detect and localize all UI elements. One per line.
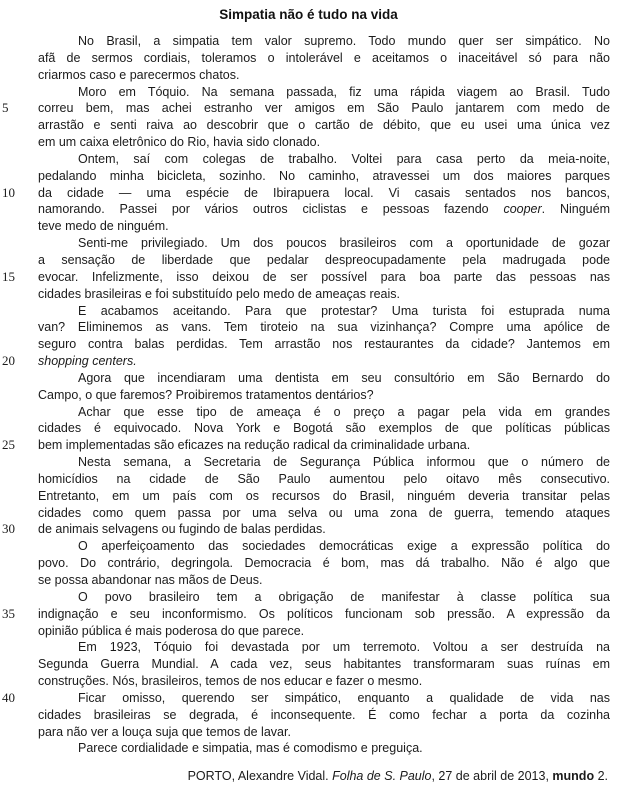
text-line <box>0 521 612 538</box>
text-line <box>0 656 612 673</box>
line-text <box>38 707 610 724</box>
text-line <box>0 488 612 505</box>
document-title: Simpatia não é tudo na vida <box>219 7 398 22</box>
text-segment: evocar. Infelizmente, isso deixou de ser possível para boa parte das pessoas nas <box>38 269 610 284</box>
line-text <box>38 117 610 134</box>
text-body <box>0 33 612 757</box>
text-segment: O aperfeiçoamento das sociedades democráticas exige a expressão política do <box>78 539 610 554</box>
text-line <box>0 218 612 235</box>
line-text <box>38 505 610 522</box>
text-line <box>0 100 612 117</box>
line-text <box>38 623 610 640</box>
text-line <box>0 185 612 202</box>
line-text <box>38 437 610 454</box>
line-number: 35 <box>2 605 15 621</box>
text-segment: para não ver a louça suja que temos de lavar. <box>38 724 291 739</box>
text-line <box>0 740 612 757</box>
line-text <box>38 538 610 555</box>
line-number: 30 <box>2 521 15 537</box>
text-line <box>0 84 612 101</box>
text-line <box>0 151 612 168</box>
line-text <box>38 100 610 117</box>
line-text <box>38 387 610 404</box>
text-segment: indignação e seu inconformismo. Os políticos funcionam sob pressão. A expressão da <box>38 606 610 621</box>
line-text <box>38 673 610 690</box>
text-line <box>0 707 612 724</box>
text-segment: seguro contra balas perdidas. Tem arrastão nos restaurantes da cidade? Jantemos em <box>38 337 610 352</box>
line-text <box>38 353 610 370</box>
line-text <box>38 235 610 252</box>
line-text <box>38 724 610 741</box>
text-line <box>0 269 612 286</box>
text-segment: cidades como quem passa por uma selva ou uma zona de guerra, temendo ataques <box>38 505 610 520</box>
text-segment: 2. <box>594 769 608 783</box>
line-text <box>38 454 610 471</box>
text-line <box>0 606 612 623</box>
line-number: 40 <box>2 689 15 705</box>
text-segment: de animais selvagens ou fugindo de balas perdidas. <box>38 522 326 537</box>
line-text <box>38 185 610 202</box>
text-line <box>0 252 612 269</box>
text-segment: opinião pública é mais poderosa do que parece. <box>38 623 305 638</box>
line-text <box>38 252 610 269</box>
text-segment: criarmos caso e parecermos chatos. <box>38 67 240 82</box>
text-line <box>0 319 612 336</box>
line-number: 15 <box>2 268 15 284</box>
text-segment: Nesta semana, a Secretaria de Segurança Pública informou que o número de <box>78 455 610 470</box>
text-segment: construções. Nós, brasileiros, temos de nos educar e fazer o mesmo. <box>38 674 423 689</box>
line-text <box>38 134 610 151</box>
text-segment: correu bem, mas achei estranho ver amigos em São Paulo jantarem com medo de <box>38 101 610 116</box>
text-line <box>0 437 612 454</box>
text-line <box>0 67 612 84</box>
text-line <box>0 168 612 185</box>
text-line <box>0 336 612 353</box>
line-text <box>38 521 610 538</box>
text-segment: Ontem, saí com colegas de trabalho. Voltei para casa perto da meia-noite, <box>78 151 610 166</box>
text-segment: cidades brasileiras e foi substituído pelo medo de ameaças reais. <box>38 286 401 301</box>
text-line <box>0 235 612 252</box>
text-segment: Ficar omisso, querendo ser simpático, enquanto a qualidade de vida nas <box>78 690 610 705</box>
text-segment: shopping centers. <box>38 354 137 369</box>
line-text <box>38 488 610 505</box>
text-line <box>0 201 612 218</box>
text-segment: homicídios na cidade de São Paulo aumentou pelo oitavo mês consecutivo. <box>38 471 610 486</box>
text-line <box>0 303 612 320</box>
text-segment: van? Eliminemos as vans. Tem tiroteio na sua vizinhança? Compre uma apólice de <box>38 320 610 335</box>
text-segment: arrastão e senti raiva ao descobrir que o cartão de débito, que eu usei uma única vez <box>38 118 610 133</box>
text-segment: Agora que incendiaram uma dentista em seu consultório em São Bernardo do <box>78 370 610 385</box>
text-segment: . Ninguém <box>541 202 610 217</box>
text-line <box>0 117 612 134</box>
text-segment: Em 1923, Tóquio foi devastada por um terremoto. Voltou a ser destruída na <box>78 640 610 655</box>
text-segment: afã de sermos cordiais, toleramos o intolerável e aceitamos o inaceitável só para não <box>38 50 610 65</box>
line-text <box>38 201 610 218</box>
text-line <box>0 471 612 488</box>
text-segment: O povo brasileiro tem a obrigação de manifestar à classe política sua <box>78 589 610 604</box>
text-segment: povo. Do contrário, degringola. Democracia é bom, mas dá trabalho. Não é algo que <box>38 556 610 571</box>
line-text <box>38 33 610 50</box>
text-segment: Senti-me privilegiado. Um dos poucos brasileiros com a oportunidade de gozar <box>78 236 610 251</box>
text-segment: em um caixa eletrônico do Rio, havia sido clonado. <box>38 135 321 150</box>
text-line <box>0 555 612 572</box>
text-line <box>0 572 612 589</box>
text-line <box>0 623 612 640</box>
text-segment: Campo, o que faremos? Proibiremos tratamentos dentários? <box>38 387 374 402</box>
text-segment: cidades brasileiras se degrada, é inconsequente. É como fechar a porta da cozinha <box>38 707 610 722</box>
text-line <box>0 286 612 303</box>
text-line <box>0 134 612 151</box>
text-segment: E acabamos aceitando. Para que protestar? Uma turista foi estuprada numa <box>78 303 610 318</box>
line-text <box>38 471 610 488</box>
text-segment: PORTO, Alexandre Vidal. <box>187 769 333 783</box>
line-number: 25 <box>2 437 15 453</box>
text-segment: Achar que esse tipo de ameaça é o preço a pagar pela vida em grandes <box>78 404 610 419</box>
text-segment: No Brasil, a simpatia tem valor supremo. Todo mundo quer ser simpático. No <box>78 34 610 48</box>
text-segment: bem implementadas são eficazes na redução radical da criminalidade urbana. <box>38 438 471 453</box>
text-line <box>0 454 612 471</box>
text-line <box>0 370 612 387</box>
line-text <box>38 286 610 303</box>
line-text <box>38 420 610 437</box>
line-text <box>38 555 610 572</box>
text-line <box>0 538 612 555</box>
text-segment: teve medo de ninguém. <box>38 219 169 234</box>
text-segment: Folha de S. Paulo <box>332 769 432 783</box>
text-segment: a sensação de liberdade que pedalar despreocupadamente pela madrugada pode <box>38 252 610 267</box>
text-segment: cooper <box>503 202 542 217</box>
text-segment: se possa abandonar nas mãos de Deus. <box>38 573 263 587</box>
text-segment: namorando. Passei por vários outros ciclistas e pessoas fazendo <box>38 202 504 217</box>
text-line <box>0 690 612 707</box>
text-line <box>0 420 612 437</box>
line-number: 10 <box>2 184 15 200</box>
text-segment: Entretanto, em um país com os recursos do Brasil, ninguém deveria transitar pelas <box>38 488 610 503</box>
text-line <box>0 673 612 690</box>
line-text <box>38 606 610 623</box>
line-text <box>38 50 610 67</box>
line-text <box>38 168 610 185</box>
line-number: 5 <box>2 100 9 116</box>
text-segment: Segunda Guerra Mundial. A cada vez, seus habitantes transformaram suas ruínas em <box>38 657 610 672</box>
line-text <box>38 84 610 101</box>
line-number: 20 <box>2 353 15 369</box>
text-segment: cidades é equivocado. Nova York e Bogotá são exemplos de que políticas públicas <box>38 421 610 436</box>
citation <box>0 768 608 784</box>
line-text <box>38 404 610 421</box>
text-segment: da cidade — uma espécie de Ibirapuera local. Vi casais sentados nos bancos, <box>38 185 610 200</box>
text-segment: pedalando minha bicicleta, sozinho. No caminho, atravessei um dos maiores parques <box>38 168 610 183</box>
text-line <box>0 353 612 370</box>
line-text <box>38 639 610 656</box>
text-line <box>0 387 612 404</box>
text-segment: , 27 de abril de 2013, <box>431 769 553 783</box>
line-text <box>38 589 610 606</box>
line-text <box>38 151 610 168</box>
text-segment: Moro em Tóquio. Na semana passada, fiz uma rápida viagem ao Brasil. Tudo <box>78 84 610 99</box>
line-text <box>38 740 610 757</box>
text-segment: mundo <box>552 769 595 783</box>
text-segment: Parece cordialidade e simpatia, mas é comodismo e preguiça. <box>78 741 423 756</box>
text-line <box>0 33 612 50</box>
line-text <box>38 218 610 235</box>
line-text <box>38 67 610 84</box>
text-line <box>0 404 612 421</box>
line-text <box>38 572 610 589</box>
line-text <box>38 319 610 336</box>
line-text <box>38 370 610 387</box>
text-line <box>0 724 612 741</box>
line-text <box>38 690 610 707</box>
text-line <box>0 639 612 656</box>
line-text <box>38 656 610 673</box>
line-text <box>38 269 610 286</box>
text-line <box>0 50 612 67</box>
text-line <box>0 505 612 522</box>
line-text <box>38 336 610 353</box>
text-line <box>0 589 612 606</box>
line-text <box>38 303 610 320</box>
